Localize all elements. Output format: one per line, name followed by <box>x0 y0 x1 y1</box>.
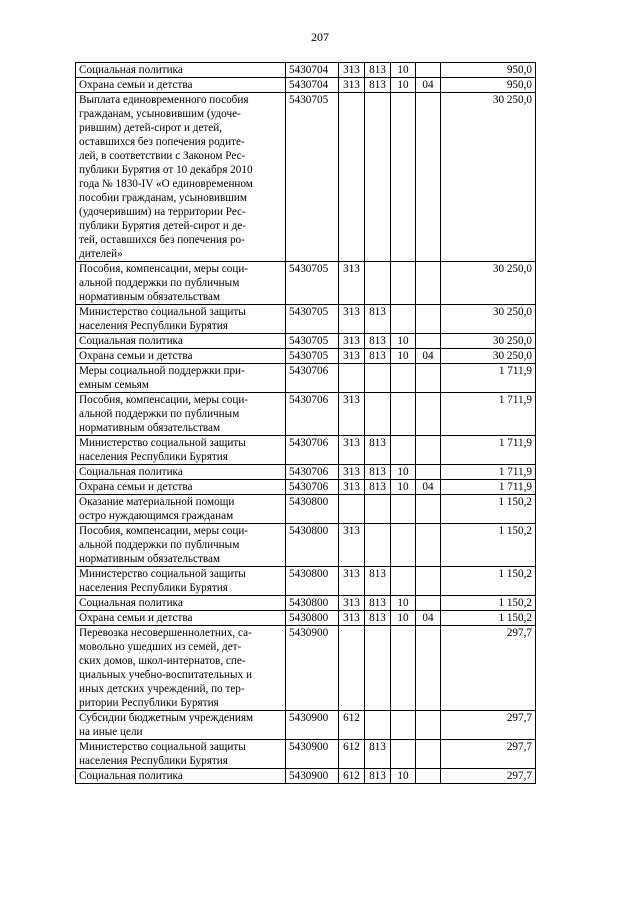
table-row <box>76 465 536 480</box>
target-article-cell: 5430705 <box>286 305 339 334</box>
section-cell <box>391 626 416 711</box>
expense-type-cell: 313 <box>339 393 365 436</box>
row-name-cell: Министерство социальной защиты населения Республики Бурятия <box>76 740 286 769</box>
amount-cell: 1 150,2 <box>441 495 536 524</box>
table-row <box>76 524 536 567</box>
row-name-cell: Пособия, компенсации, меры соци- альной поддержки по публичным нормативным обязательствам <box>76 524 286 567</box>
target-article-cell: 5430704 <box>286 78 339 93</box>
row-name-cell: Охрана семьи и детства <box>76 611 286 626</box>
expense-type-cell: 313 <box>339 262 365 305</box>
table-row <box>76 78 536 93</box>
subsection-cell <box>416 711 441 740</box>
amount-cell: 1 711,9 <box>441 465 536 480</box>
ministry-code-cell: 813 <box>365 334 391 349</box>
amount-cell: 297,7 <box>441 769 536 784</box>
section-cell: 10 <box>391 596 416 611</box>
subsection-cell <box>416 393 441 436</box>
budget-table <box>75 62 536 784</box>
row-name-cell: Охрана семьи и детства <box>76 480 286 495</box>
expense-type-cell: 313 <box>339 436 365 465</box>
expense-type-cell: 313 <box>339 567 365 596</box>
row-name-cell: Социальная политика <box>76 334 286 349</box>
target-article-cell: 5430900 <box>286 711 339 740</box>
subsection-cell: 04 <box>416 480 441 495</box>
amount-cell: 1 711,9 <box>441 436 536 465</box>
amount-cell: 1 150,2 <box>441 567 536 596</box>
target-article-cell: 5430706 <box>286 393 339 436</box>
amount-cell: 1 711,9 <box>441 393 536 436</box>
ministry-code-cell <box>365 393 391 436</box>
ministry-code-cell: 813 <box>365 769 391 784</box>
expense-type-cell: 313 <box>339 524 365 567</box>
row-name-cell: Охрана семьи и детства <box>76 349 286 364</box>
ministry-code-cell <box>365 495 391 524</box>
ministry-code-cell <box>365 364 391 393</box>
table-row <box>76 436 536 465</box>
subsection-cell <box>416 436 441 465</box>
ministry-code-cell: 813 <box>365 567 391 596</box>
section-cell <box>391 93 416 262</box>
section-cell <box>391 711 416 740</box>
section-cell <box>391 262 416 305</box>
table-row <box>76 480 536 495</box>
table-row <box>76 611 536 626</box>
amount-cell: 297,7 <box>441 740 536 769</box>
ministry-code-cell <box>365 93 391 262</box>
subsection-cell <box>416 364 441 393</box>
row-name-cell: Министерство социальной защиты населения Республики Бурятия <box>76 567 286 596</box>
section-cell: 10 <box>391 334 416 349</box>
expense-type-cell: 612 <box>339 740 365 769</box>
row-name-cell: Социальная политика <box>76 596 286 611</box>
expense-type-cell: 313 <box>339 480 365 495</box>
target-article-cell: 5430706 <box>286 364 339 393</box>
table-row <box>76 364 536 393</box>
amount-cell: 297,7 <box>441 711 536 740</box>
table-row <box>76 262 536 305</box>
subsection-cell <box>416 567 441 596</box>
table-row <box>76 305 536 334</box>
row-name-cell: Социальная политика <box>76 769 286 784</box>
expense-type-cell: 313 <box>339 63 365 78</box>
section-cell <box>391 364 416 393</box>
amount-cell: 1 150,2 <box>441 611 536 626</box>
table-row <box>76 495 536 524</box>
table-row <box>76 567 536 596</box>
ministry-code-cell: 813 <box>365 78 391 93</box>
table-row <box>76 393 536 436</box>
expense-type-cell <box>339 626 365 711</box>
ministry-code-cell <box>365 626 391 711</box>
section-cell <box>391 305 416 334</box>
ministry-code-cell: 813 <box>365 740 391 769</box>
ministry-code-cell: 813 <box>365 349 391 364</box>
amount-cell: 30 250,0 <box>441 262 536 305</box>
table-row <box>76 63 536 78</box>
ministry-code-cell <box>365 711 391 740</box>
expense-type-cell: 313 <box>339 611 365 626</box>
target-article-cell: 5430706 <box>286 436 339 465</box>
expense-type-cell: 313 <box>339 596 365 611</box>
target-article-cell: 5430900 <box>286 626 339 711</box>
table-row <box>76 740 536 769</box>
row-name-cell: Субсидии бюджетным учреждениям на иные цели <box>76 711 286 740</box>
expense-type-cell <box>339 364 365 393</box>
section-cell: 10 <box>391 769 416 784</box>
subsection-cell <box>416 262 441 305</box>
table-row <box>76 349 536 364</box>
expense-type-cell: 313 <box>339 305 365 334</box>
ministry-code-cell: 813 <box>365 436 391 465</box>
section-cell <box>391 567 416 596</box>
expense-type-cell <box>339 495 365 524</box>
ministry-code-cell: 813 <box>365 611 391 626</box>
ministry-code-cell: 813 <box>365 63 391 78</box>
section-cell: 10 <box>391 465 416 480</box>
amount-cell: 30 250,0 <box>441 305 536 334</box>
ministry-code-cell: 813 <box>365 465 391 480</box>
amount-cell: 1 150,2 <box>441 596 536 611</box>
table-row <box>76 711 536 740</box>
budget-table-body <box>76 63 536 784</box>
row-name-cell: Социальная политика <box>76 63 286 78</box>
subsection-cell: 04 <box>416 78 441 93</box>
expense-type-cell <box>339 93 365 262</box>
target-article-cell: 5430900 <box>286 769 339 784</box>
subsection-cell <box>416 63 441 78</box>
ministry-code-cell <box>365 524 391 567</box>
row-name-cell: Охрана семьи и детства <box>76 78 286 93</box>
ministry-code-cell: 813 <box>365 480 391 495</box>
target-article-cell: 5430705 <box>286 349 339 364</box>
page-number: 207 <box>311 30 329 44</box>
row-name-cell: Социальная политика <box>76 465 286 480</box>
ministry-code-cell <box>365 262 391 305</box>
ministry-code-cell: 813 <box>365 596 391 611</box>
subsection-cell <box>416 769 441 784</box>
ministry-code-cell: 813 <box>365 305 391 334</box>
amount-cell: 1 711,9 <box>441 364 536 393</box>
section-cell <box>391 495 416 524</box>
table-row <box>76 93 536 262</box>
target-article-cell: 5430705 <box>286 93 339 262</box>
expense-type-cell: 612 <box>339 769 365 784</box>
subsection-cell <box>416 626 441 711</box>
section-cell <box>391 436 416 465</box>
target-article-cell: 5430705 <box>286 334 339 349</box>
target-article-cell: 5430705 <box>286 262 339 305</box>
subsection-cell <box>416 596 441 611</box>
section-cell: 10 <box>391 63 416 78</box>
amount-cell: 30 250,0 <box>441 93 536 262</box>
subsection-cell: 04 <box>416 611 441 626</box>
amount-cell: 1 150,2 <box>441 524 536 567</box>
table-row <box>76 334 536 349</box>
subsection-cell <box>416 93 441 262</box>
section-cell <box>391 393 416 436</box>
amount-cell: 950,0 <box>441 63 536 78</box>
subsection-cell <box>416 465 441 480</box>
table-row <box>76 626 536 711</box>
row-name-cell: Выплата единовременного пособия гражданам, усыновившим (удоче- рившим) детей-сирот и детей, оставшихся без попечения родите- лей, в соответствии с Законом Рес- публики Бурятия от 10 декабря 2010 года № 1830-IV «О единовременном пособии гражданам, усыновившим (удочерившим) на территории Рес- публики Бурятия детей-сирот и де- тей, оставшихся без попечения ро- дителей» <box>76 93 286 262</box>
target-article-cell: 5430800 <box>286 495 339 524</box>
subsection-cell <box>416 524 441 567</box>
target-article-cell: 5430706 <box>286 480 339 495</box>
row-name-cell: Оказание материальной помощи остро нуждающимся гражданам <box>76 495 286 524</box>
row-name-cell: Пособия, компенсации, меры соци- альной поддержки по публичным нормативным обязательствам <box>76 393 286 436</box>
table-row <box>76 596 536 611</box>
target-article-cell: 5430704 <box>286 63 339 78</box>
subsection-cell <box>416 334 441 349</box>
target-article-cell: 5430706 <box>286 465 339 480</box>
amount-cell: 1 711,9 <box>441 480 536 495</box>
amount-cell: 950,0 <box>441 78 536 93</box>
section-cell: 10 <box>391 480 416 495</box>
row-name-cell: Министерство социальной защиты населения Республики Бурятия <box>76 305 286 334</box>
target-article-cell: 5430800 <box>286 596 339 611</box>
expense-type-cell: 612 <box>339 711 365 740</box>
expense-type-cell: 313 <box>339 78 365 93</box>
target-article-cell: 5430800 <box>286 524 339 567</box>
target-article-cell: 5430900 <box>286 740 339 769</box>
row-name-cell: Министерство социальной защиты населения Республики Бурятия <box>76 436 286 465</box>
subsection-cell: 04 <box>416 349 441 364</box>
target-article-cell: 5430800 <box>286 611 339 626</box>
subsection-cell <box>416 495 441 524</box>
expense-type-cell: 313 <box>339 349 365 364</box>
section-cell <box>391 524 416 567</box>
subsection-cell <box>416 740 441 769</box>
target-article-cell: 5430800 <box>286 567 339 596</box>
section-cell <box>391 740 416 769</box>
expense-type-cell: 313 <box>339 465 365 480</box>
row-name-cell: Пособия, компенсации, меры соци- альной поддержки по публичным нормативным обязательствам <box>76 262 286 305</box>
section-cell: 10 <box>391 349 416 364</box>
section-cell: 10 <box>391 611 416 626</box>
expense-type-cell: 313 <box>339 334 365 349</box>
row-name-cell: Перевозка несовершеннолетних, са- мовольно ушедших из семей, дет- ских домов, школ-интернатов, спе- циальных учебно-воспитательных и иных детских учреждений, по тер- ритории Республики Бурятия <box>76 626 286 711</box>
table-row <box>76 769 536 784</box>
section-cell: 10 <box>391 78 416 93</box>
row-name-cell: Меры социальной поддержки при- емным семьям <box>76 364 286 393</box>
amount-cell: 30 250,0 <box>441 349 536 364</box>
amount-cell: 297,7 <box>441 626 536 711</box>
subsection-cell <box>416 305 441 334</box>
amount-cell: 30 250,0 <box>441 334 536 349</box>
